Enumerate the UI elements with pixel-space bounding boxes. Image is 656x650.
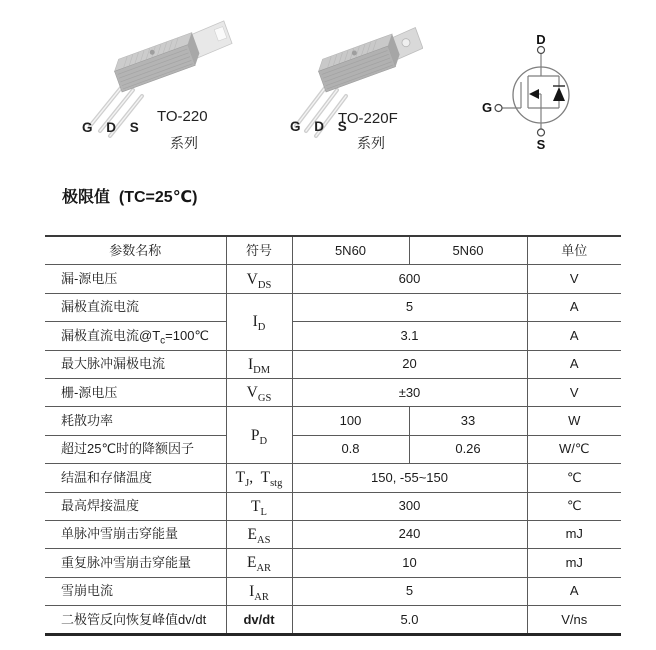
table-row xyxy=(45,549,621,577)
table-cell: 300 xyxy=(292,492,527,520)
table-cell: A xyxy=(527,322,621,350)
gate-label: G xyxy=(481,100,493,115)
column-header: 参数名称 xyxy=(45,236,226,265)
table-cell: ±30 xyxy=(292,378,527,406)
table-cell: W xyxy=(527,407,621,435)
package-name-to220f: TO-220F xyxy=(338,110,398,127)
header-row xyxy=(45,236,621,265)
package-body xyxy=(111,21,235,92)
table-cell: V xyxy=(527,378,621,406)
parameter-cell: 结温和存储温度 xyxy=(45,464,226,492)
table-cell: 0.26 xyxy=(409,435,527,463)
table-cell: $T_L$ xyxy=(226,492,292,520)
source-terminal xyxy=(538,129,545,136)
table-cell: mJ xyxy=(527,520,621,548)
pin-labels-to220f: G D S xyxy=(290,119,352,134)
parameter-cell: 单脉冲雪崩击穿能量 xyxy=(45,520,226,548)
parameter-cell: 栅-源电压 xyxy=(45,378,226,406)
drain-label: D xyxy=(536,32,546,47)
parameter-cell: 最高焊接温度 xyxy=(45,492,226,520)
table-cell: 600 xyxy=(292,265,527,293)
parameter-cell: 漏极直流电流$@T_c=100℃$ xyxy=(45,322,226,350)
table-cell: A xyxy=(527,293,621,321)
table-cell: $I_{AR}$ xyxy=(226,577,292,605)
body-arrow xyxy=(529,89,539,99)
table-row xyxy=(45,293,621,321)
table-row xyxy=(45,322,621,350)
package-name-to220: TO-220 xyxy=(157,108,208,125)
table-row xyxy=(45,435,621,463)
parameter-cell: 重复脉冲雪崩击穿能量 xyxy=(45,549,226,577)
table-row xyxy=(45,492,621,520)
mosfet-symbol xyxy=(478,15,608,157)
table-cell: $E_{AR}$ xyxy=(226,549,292,577)
parameter-cell: 最大脉冲漏极电流 xyxy=(45,350,226,378)
table-row xyxy=(45,464,621,492)
parameter-cell: 雪崩电流 xyxy=(45,577,226,605)
table-cell: $I_{DM}$ xyxy=(226,350,292,378)
table-cell: ℃ xyxy=(527,492,621,520)
table-row xyxy=(45,577,621,605)
table-cell: 5 xyxy=(292,577,527,605)
table-cell: $I_D$ xyxy=(226,293,292,350)
table-cell: 20 xyxy=(292,350,527,378)
table-cell: W/℃ xyxy=(527,435,621,463)
table-cell: 100 xyxy=(292,407,409,435)
drain-terminal xyxy=(538,47,545,54)
table-row xyxy=(45,378,621,406)
table-row xyxy=(45,520,621,548)
parameter-cell: 耗散功率 xyxy=(45,407,226,435)
limits-table xyxy=(45,235,621,636)
table-row xyxy=(45,350,621,378)
table-cell: 5 xyxy=(292,293,527,321)
table-cell: 5.0 xyxy=(292,606,527,635)
table-cell: 240 xyxy=(292,520,527,548)
table-cell: 33 xyxy=(409,407,527,435)
package-series-to220: 系列 xyxy=(170,135,198,151)
table-cell: 10 xyxy=(292,549,527,577)
pin-labels-to220: G D S xyxy=(82,120,144,135)
source-label: S xyxy=(536,137,546,152)
table-cell: 3.1 xyxy=(292,322,527,350)
gate-terminal xyxy=(495,105,502,112)
parameter-cell: 漏极直流电流 xyxy=(45,293,226,321)
column-header: 符号 xyxy=(226,236,292,265)
table-cell: $V_{GS}$ xyxy=(226,378,292,406)
table-row xyxy=(45,407,621,435)
parameter-cell: 超过25℃时的降额因子 xyxy=(45,435,226,463)
table-row xyxy=(45,265,621,293)
table-cell: A xyxy=(527,577,621,605)
table-cell: V xyxy=(527,265,621,293)
table-cell: dv/dt xyxy=(226,606,292,635)
column-header: 5N60 xyxy=(292,236,409,265)
column-header: 单位 xyxy=(527,236,621,265)
table-cell: ℃ xyxy=(527,464,621,492)
table-cell: A xyxy=(527,350,621,378)
body-diode xyxy=(553,87,565,101)
section-title: 极限值 (TC=25℃) xyxy=(62,189,198,206)
table-cell: $V_{DS}$ xyxy=(226,265,292,293)
table-cell: $E_{AS}$ xyxy=(226,520,292,548)
column-header: 5N60 xyxy=(409,236,527,265)
package-body xyxy=(315,26,423,92)
to220-package-image xyxy=(50,20,240,150)
package-series-to220f: 系列 xyxy=(357,135,385,151)
table-row xyxy=(45,606,621,635)
parameter-cell: 二极管反向恢复峰值dv/dt xyxy=(45,606,226,635)
table-cell: 0.8 xyxy=(292,435,409,463)
parameter-cell: 漏-源电压 xyxy=(45,265,226,293)
table-cell: $P_D$ xyxy=(226,407,292,464)
table-cell: V/ns xyxy=(527,606,621,635)
table-cell: $T_J$, $T_{stg}$ xyxy=(226,464,292,492)
table-cell: mJ xyxy=(527,549,621,577)
table-cell: 150, -55~150 xyxy=(292,464,527,492)
